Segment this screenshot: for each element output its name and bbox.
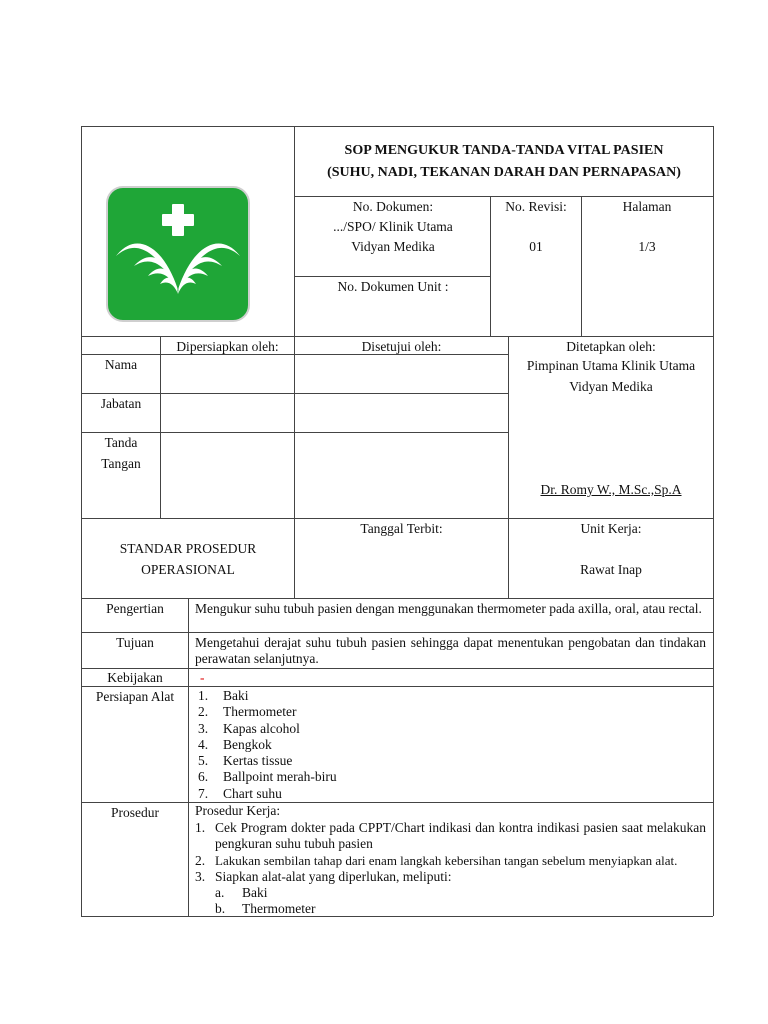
disetujui-label: Disetujui oleh: [361,339,442,354]
no-dokumen-unit-label: No. Dokumen Unit : [337,279,449,294]
no-dokumen-value-2: Vidyan Medika [351,239,435,254]
title-line-2: (SUHU, NADI, TEKANAN DARAH DAN PERNAPASAN) [327,165,681,180]
prosedur-label: Prosedur [111,805,159,820]
tujuan-label: Tujuan [116,635,154,650]
halaman-value: 1/3 [638,239,656,254]
list-item: 3. Kapas alcohol [198,720,300,736]
row-tanda: Tanda [104,435,138,450]
clinic-logo [106,186,250,322]
row-tangan: Tangan [101,456,141,471]
list-item: 7. Chart suhu [198,785,282,801]
sop-label-1: STANDAR PROSEDUR [119,541,257,556]
ditetapkan-label: Ditetapkan oleh: [566,339,656,354]
prosedur-1-num: 1. [195,820,206,835]
list-item: 1. Baki [198,688,249,703]
list-item: 2. Thermometer [198,704,297,720]
list-item: 6. Ballpoint merah-biru [198,769,337,785]
no-dokumen-label: No. Dokumen: [352,199,434,214]
prosedur-3b-num: b. [215,901,226,916]
tanggal-terbit-label: Tanggal Terbit: [360,521,443,536]
tujuan-text: Mengetahui derajat suhu tubuh pasien sehingga dapat menentukan pengobatan dan tindakan perawatan selanjutnya. [195,635,706,666]
prosedur-3-num: 3. [195,869,206,884]
dipersiapkan-label: Dipersiapkan oleh: [176,339,279,354]
ditetapkan-by-1: Pimpinan Utama Klinik Utama [526,358,696,373]
pengertian-label: Pengertian [106,601,164,616]
persiapan-label: Persiapan Alat [95,689,175,704]
row-jabatan: Jabatan [100,396,142,411]
unit-kerja-value: Rawat Inap [580,562,642,577]
no-revisi-value: 01 [529,239,543,254]
pengertian-text: Mengukur suhu tubuh pasien dengan menggunakan thermometer pada axilla, oral, atau rectal. [195,601,702,616]
unit-kerja-label: Unit Kerja: [580,521,642,536]
prosedur-3b-text: Thermometer [242,901,316,916]
no-revisi-label: No. Revisi: [505,199,567,214]
prosedur-3a-num: a. [215,885,225,900]
signer-name: Dr. Romy W., M.Sc.,Sp.A [540,482,682,497]
prosedur-1-text: Cek Program dokter pada CPPT/Chart indikasi dan kontra indikasi pasien saat melakukan pengkuran suhu tubuh pasien [215,820,706,851]
persiapan-list [196,688,706,802]
prosedur-heading: Prosedur Kerja: [195,803,281,818]
prosedur-3a-text: Baki [242,885,268,900]
kebijakan-text: - [200,670,205,685]
title-line-1: SOP MENGUKUR TANDA-TANDA VITAL PASIEN [344,143,664,158]
list-item: 4. Bengkok [198,736,272,752]
prosedur-3-text: Siapkan alat-alat yang diperlukan, meliputi: [215,869,452,884]
prosedur-2-text: Lakukan sembilan tahap dari enam langkah kebersihan tangan sebelum menyiapkan alat. [215,853,678,868]
prosedur-2-num: 2. [195,853,206,868]
sop-label-2: OPERASIONAL [141,562,235,577]
list-item: 5. Kertas tissue [198,753,293,769]
row-nama: Nama [104,357,138,372]
kebijakan-label: Kebijakan [107,670,163,685]
no-dokumen-value-1: .../SPO/ Klinik Utama [333,219,453,234]
halaman-label: Halaman [622,199,672,214]
ditetapkan-by-2: Vidyan Medika [569,379,653,394]
